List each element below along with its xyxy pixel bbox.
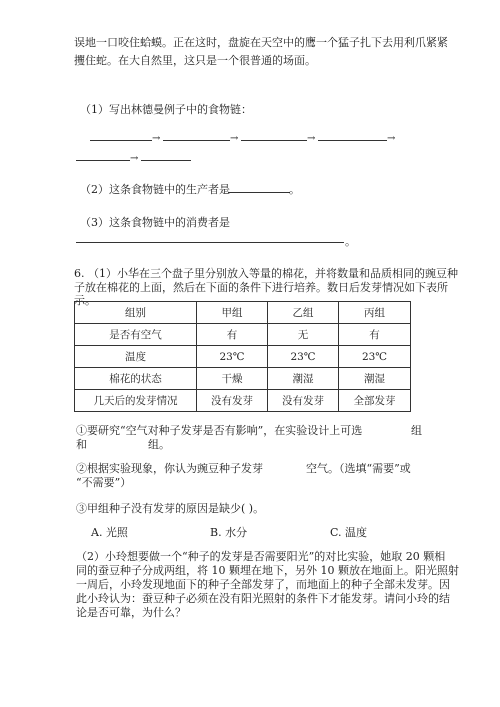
table-cell: 有 xyxy=(197,324,268,346)
arrow-right-icon: → xyxy=(230,133,239,144)
question-2-label: （2）这条食物链中的生产者是 xyxy=(80,183,230,196)
table-cell: 干燥 xyxy=(197,368,268,390)
food-chain-blank-2[interactable] xyxy=(163,140,230,141)
option-c[interactable]: C. 温度 xyxy=(330,526,368,539)
food-chain-blank-4[interactable] xyxy=(318,140,387,141)
food-chain-blank-6[interactable] xyxy=(141,160,191,161)
subquestion-1-and: 和 xyxy=(76,438,87,451)
table-row xyxy=(75,390,411,412)
option-a[interactable]: A. 光照 xyxy=(91,526,128,539)
table-cell: 潮湿 xyxy=(268,368,339,390)
question-6b-line-3: 一周后，小玲发现地面下的种子全部发芽了，而地面上的种子全部未发芽。因 xyxy=(76,578,450,591)
arrow-right-icon: → xyxy=(387,133,396,144)
table-cell: 没有发芽 xyxy=(268,390,339,412)
table-cell: 23℃ xyxy=(268,346,339,368)
question-2-end: 。 xyxy=(289,183,300,196)
table-cell: 23℃ xyxy=(339,346,411,368)
question-6b-line-5: 论是否可靠，为什么？ xyxy=(76,606,186,619)
question-6b-line-1: （2）小玲想要做一个“种子的发芽是否需要阳光”的对比实验，她取 20 颗相 xyxy=(76,550,446,563)
table-cell: 几天后的发芽情况 xyxy=(75,390,197,412)
table-header-cell: 甲组 xyxy=(197,302,268,324)
question-6-line-3: 示。 xyxy=(74,294,96,307)
table-cell: 有 xyxy=(339,324,411,346)
arrow-right-icon: → xyxy=(307,133,316,144)
table-cell: 没有发芽 xyxy=(197,390,268,412)
subquestion-2-line-1a: ②根据实验现象，你认为豌豆种子发芽 xyxy=(76,462,263,475)
table-cell: 潮湿 xyxy=(339,368,411,390)
arrow-right-icon: → xyxy=(152,133,161,144)
question-6-line-2: 子放在棉花的上面，然后在下面的条件下进行培养。数日后发芽情况如下表所 xyxy=(74,281,448,294)
intro-line-1: 误地一口咬住蛤蟆。正在这时，盘旋在天空中的鹰一个猛子扎下去用利爪紧紧 xyxy=(74,36,448,49)
table-header-cell: 乙组 xyxy=(268,302,339,324)
food-chain-blank-5[interactable] xyxy=(76,160,130,161)
table-cell: 全部发芽 xyxy=(339,390,411,412)
subquestion-3-label: ③甲组种子没有发芽的原因是缺少( )。 xyxy=(76,502,265,515)
consumer-answer-blank[interactable] xyxy=(76,242,344,243)
table-header-cell: 丙组 xyxy=(339,302,411,324)
table-cell: 23℃ xyxy=(197,346,268,368)
subquestion-2-line-1b: 空气。（选填“需要”或 xyxy=(306,462,411,475)
table-row xyxy=(75,346,411,368)
question-6b-line-2: 同的蚕豆种子分成两组，将 10 颗埋在地下，另外 10 颗放在地面上。阳光照射 xyxy=(76,564,459,577)
table-row xyxy=(75,324,411,346)
subquestion-2-line-2: “不需要”） xyxy=(76,476,132,489)
question-1-label: （1）写出林德曼例子中的食物链： xyxy=(80,103,252,116)
question-3-label: （3）这条食物链中的消费者是 xyxy=(80,216,230,229)
subquestion-1-group-suffix: 组 xyxy=(411,424,422,437)
option-b[interactable]: B. 水分 xyxy=(210,526,248,539)
table-cell: 温度 xyxy=(75,346,197,368)
arrow-right-icon: → xyxy=(130,153,139,164)
question-3-end: 。 xyxy=(345,235,356,248)
table-row xyxy=(75,368,411,390)
experiment-table xyxy=(74,301,411,412)
table-cell: 无 xyxy=(268,324,339,346)
question-6b-line-4: 此小玲认为：蚕豆种子必须在没有阳光照射的条件下才能发芽。请问小玲的结 xyxy=(76,592,450,605)
food-chain-blank-1[interactable] xyxy=(90,140,152,141)
question-6-line-1: 6. （1）小华在三个盘子里分别放入等量的棉花，并将数量和品质相同的豌豆种 xyxy=(74,267,458,280)
subquestion-1-line-1: ①要研究“空气对种子发芽是否有影响”，在实验设计上可选 xyxy=(76,424,363,437)
table-header-cell: 组别 xyxy=(75,302,197,324)
producer-answer-blank[interactable] xyxy=(228,192,290,193)
table-cell: 棉花的状态 xyxy=(75,368,197,390)
table-cell: 是否有空气 xyxy=(75,324,197,346)
food-chain-blank-3[interactable] xyxy=(241,140,307,141)
table-header-row xyxy=(75,302,411,324)
intro-line-2: 攫住蛇。在大自然里，这只是一个很普通的场面。 xyxy=(74,54,316,67)
subquestion-1-line-2-end: 组。 xyxy=(148,438,170,451)
